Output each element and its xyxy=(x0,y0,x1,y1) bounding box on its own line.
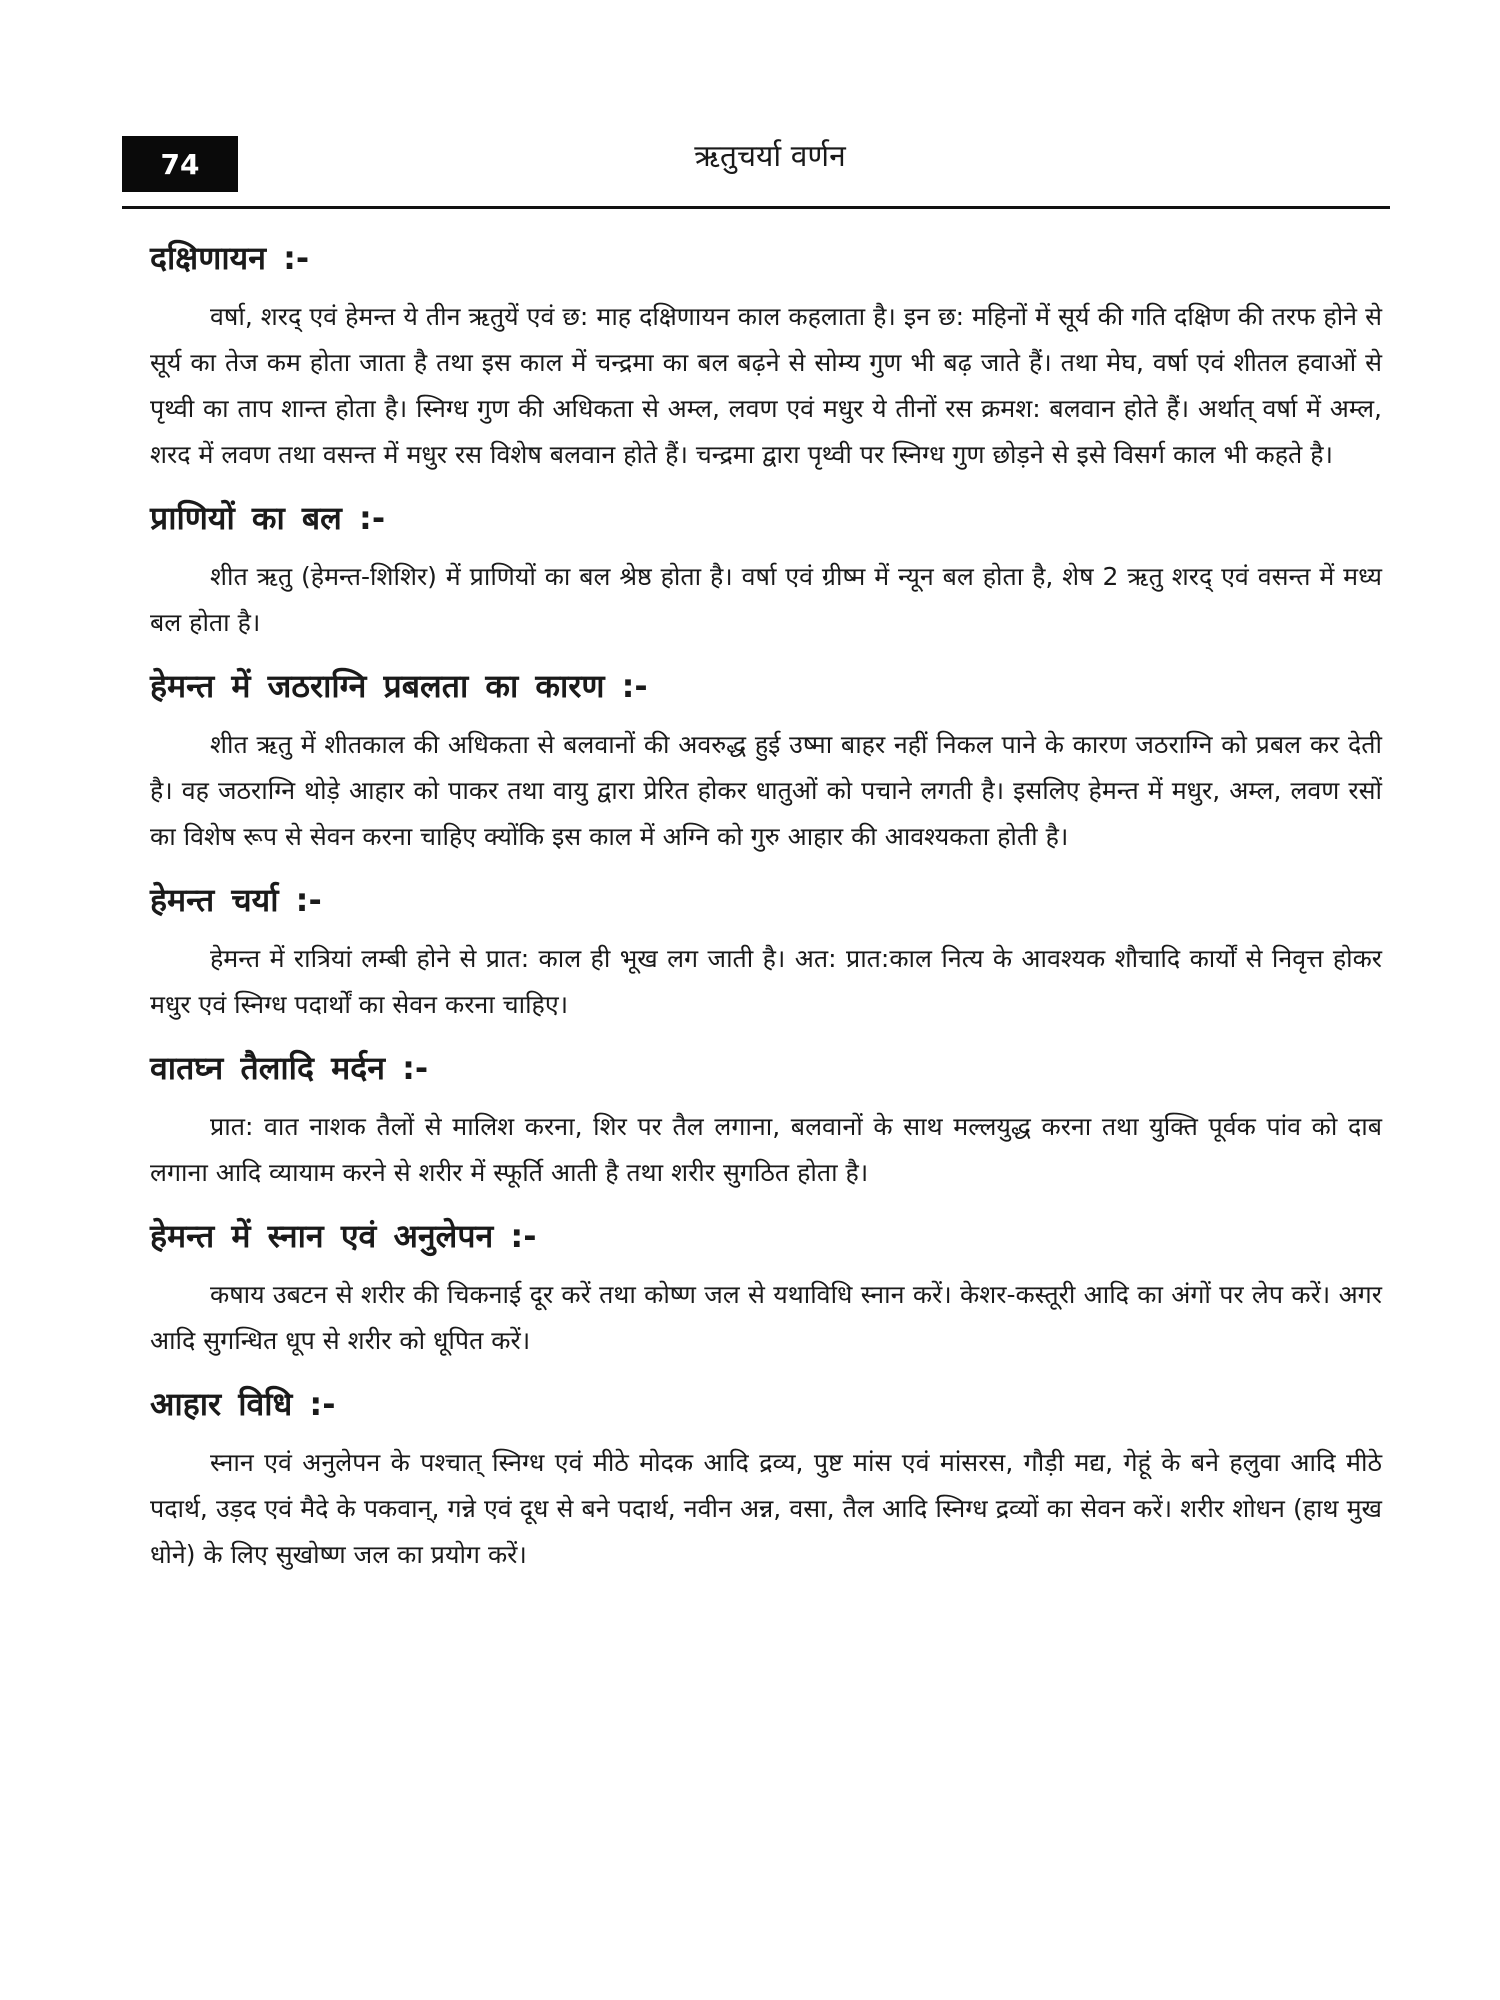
heading-vataghna-mardan: वातघ्न तैलादि मर्दन :- xyxy=(150,1049,429,1087)
running-title: ऋतुचर्या वर्णन xyxy=(694,139,846,174)
body-vataghna-mardan: प्रात: वात नाशक तैलों से मालिश करना, शिर पर तैल लगाना, बलवानों के साथ मल्लयुद्ध करना तथा युक्ति पूर्वक पांव को दाब लगाना आदि व्यायाम करने से शरीर में स्फूर्ति आती है तथा शरीर सुगठित होता है। xyxy=(150,1112,1382,1187)
body-dakshinayan: वर्षा, शरद् एवं हेमन्त ये तीन ऋतुयें एवं छ: माह दक्षिणायन काल कहलाता है। इन छ: महिनों में सूर्य की गति दक्षिण की तरफ होने से सूर्य का तेज कम होता जाता है तथा इस काल में चन्द्रमा का बल बढ़ने से सोम्य गुण भी बढ़ जाते हैं। तथा मेघ, वर्षा एवं शीतल हवाओं से पृथ्वी का ताप शान्त होता है। स्निग्ध गुण की अधिकता से अम्ल, लवण एवं मधुर ये तीनों रस क्रमश: बलवान होते हैं। अर्थात् वर्षा में अम्ल, शरद में लवण तथा वसन्त में मधुर रस विशेष बलवान होते हैं। चन्द्रमा द्वारा पृथ्वी पर स्निग्ध गुण छोड़ने से इसे विसर्ग काल भी कहते है। xyxy=(150,302,1382,469)
header-rule xyxy=(122,206,1390,209)
heading-dakshinayan: दक्षिणायन :- xyxy=(150,239,310,277)
heading-aahar-vidhi: आहार विधि :- xyxy=(150,1385,336,1423)
heading-praniyon-ka-bal: प्राणियों का बल :- xyxy=(150,499,386,537)
body-praniyon-ka-bal: शीत ऋतु (हेमन्त-शिशिर) में प्राणियों का बल श्रेष्ठ होता है। वर्षा एवं ग्रीष्म में न्यून बल होता है, शेष 2 ऋतु शरद् एवं वसन्त में मध्य बल होता है। xyxy=(150,562,1382,637)
page-content xyxy=(150,236,1382,1596)
heading-hemant-charya: हेमन्त चर्या :- xyxy=(150,881,322,919)
page-number: 74 xyxy=(160,147,200,181)
body-aahar-vidhi: स्नान एवं अनुलेपन के पश्चात् स्निग्ध एवं मीठे मोदक आदि द्रव्य, पुष्ट मांस एवं मांसरस, गौड़ी मद्य, गेहूं के बने हलुवा आदि मीठे पदार्थ, उड़द एवं मैदे के पकवान्, गन्ने एवं दूध से बने पदार्थ, नवीन अन्न, वसा, तैल आदि स्निग्ध द्रव्यों का सेवन करें। शरीर शोधन (हाथ मुख धोने) के लिए सुखोष्ण जल का प्रयोग करें। xyxy=(150,1448,1382,1569)
body-hemant-charya: हेमन्त में रात्रियां लम्बी होने से प्रात: काल ही भूख लग जाती है। अत: प्रात:काल नित्य के आवश्यक शौचादि कार्यों से निवृत्त होकर मधुर एवं स्निग्ध पदार्थों का सेवन करना चाहिए। xyxy=(150,944,1382,1019)
heading-snan-anulepan: हेमन्त में स्नान एवं अनुलेपन :- xyxy=(150,1217,537,1255)
page-number-box xyxy=(122,136,238,192)
body-jatharagni: शीत ऋतु में शीतकाल की अधिकता से बलवानों की अवरुद्ध हुई उष्मा बाहर नहीं निकल पाने के कारण जठराग्नि को प्रबल कर देती है। वह जठराग्नि थोड़े आहार को पाकर तथा वायु द्वारा प्रेरित होकर धातुओं को पचाने लगती है। इसलिए हेमन्त में मधुर, अम्ल, लवण रसों का विशेष रूप से सेवन करना चाहिए क्योंकि इस काल में अग्नि को गुरु आहार की आवश्यकता होती है। xyxy=(150,730,1382,851)
heading-jatharagni: हेमन्त में जठराग्नि प्रबलता का कारण :- xyxy=(150,667,648,705)
body-snan-anulepan: कषाय उबटन से शरीर की चिकनाई दूर करें तथा कोष्ण जल से यथाविधि स्नान करें। केशर-कस्तूरी आदि का अंगों पर लेप करें। अगर आदि सुगन्धित धूप से शरीर को धूपित करें। xyxy=(150,1280,1382,1355)
